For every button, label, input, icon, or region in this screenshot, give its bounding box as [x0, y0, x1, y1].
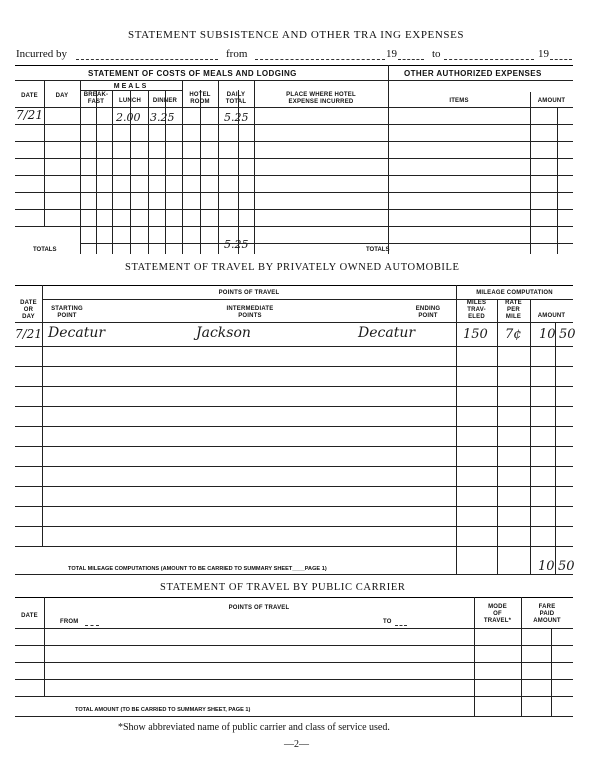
col-lunch: LUNCH — [119, 98, 141, 104]
from-year-label: 19 — [386, 48, 397, 60]
auto-mileage-computation: MILEAGE COMPUTATION — [476, 290, 553, 296]
col-meals: MEALS — [113, 83, 149, 90]
auto-total-cents[interactable]: 50 — [558, 559, 575, 574]
auto-section-title: STATEMENT OF TRAVEL BY PRIVATELY OWNED AUTOMOBILE — [125, 262, 460, 273]
col-day: DAY — [55, 93, 69, 99]
page-number: —2— — [284, 739, 309, 750]
col-daily-total: DAILY TOTAL — [225, 92, 247, 105]
incurred-by-line[interactable] — [76, 59, 218, 60]
from-label: from — [226, 48, 248, 60]
meals-entry-dinner[interactable]: 3.25 — [150, 111, 175, 124]
carrier-col-from: FROM — [60, 619, 79, 625]
to-year-label: 19 — [538, 48, 549, 60]
to-label: to — [432, 48, 441, 60]
auto-entry-rate[interactable]: 7¢ — [505, 327, 522, 342]
auto-points-of-travel: POINTS OF TRAVEL — [218, 290, 280, 296]
auto-col-intermediate: INTERMEDIATE POINTS — [226, 306, 274, 319]
incurred-by-label: Incurred by — [16, 48, 68, 60]
carrier-total-label: TOTAL AMOUNT (TO BE CARRIED TO SUMMARY SHEET, PAGE 1) — [75, 707, 251, 713]
col-breakfast: BREAK- FAST — [83, 92, 109, 105]
auto-col-rate: RATE PER MILE — [505, 300, 522, 320]
col-hotel-room: HOTEL ROOM — [189, 92, 211, 105]
auto-entry-date[interactable]: 7/21 — [15, 327, 42, 341]
auto-entry-ending[interactable]: Decatur — [358, 325, 416, 341]
meals-entry-lunch[interactable]: 2.00 — [116, 111, 141, 124]
from-date-line[interactable] — [255, 59, 385, 60]
col-place: PLACE WHERE HOTEL EXPENSE INCURRED — [286, 92, 356, 105]
meals-total-value[interactable]: 5.25 — [224, 238, 249, 251]
auto-entry-amount-cents[interactable]: 50 — [559, 327, 576, 342]
carrier-section-title: STATEMENT OF TRAVEL BY PUBLIC CARRIER — [160, 582, 406, 593]
auto-col-miles: MILES TRAV- ELED — [466, 300, 487, 320]
carrier-col-date: DATE — [21, 613, 38, 619]
from-year-line[interactable] — [398, 59, 424, 60]
auto-total-label: TOTAL MILEAGE COMPUTATIONS (AMOUNT TO BE CARRIED TO SUMMARY SHEET____PAGE 1) — [68, 566, 327, 572]
carrier-col-mode: MODE OF TRAVEL* — [483, 604, 512, 624]
col-amount: AMOUNT — [537, 98, 566, 104]
meals-totals-label: TOTALS — [33, 247, 57, 253]
auto-entry-starting[interactable]: Decatur — [48, 325, 106, 341]
auto-entry-miles[interactable]: 150 — [463, 327, 488, 342]
to-year-line[interactable] — [550, 59, 572, 60]
auto-total-dollars[interactable]: 10 — [538, 559, 555, 574]
to-date-line[interactable] — [444, 59, 534, 60]
col-items: ITEMS — [449, 98, 469, 104]
meals-entry-date[interactable]: 7/21 — [16, 108, 43, 122]
meals-section-title: STATEMENT OF COSTS OF MEALS AND LODGING — [88, 69, 297, 78]
auto-col-ending: ENDING POINT — [415, 306, 441, 319]
col-dinner: DINNER — [152, 98, 178, 104]
footnote: *Show abbreviated name of public carrier and class of service used. — [118, 722, 390, 733]
auto-col-starting: STARTING POINT — [51, 306, 83, 319]
auto-col-date: DATE OR DAY — [20, 300, 37, 320]
meals-entry-daily-total[interactable]: 5.25 — [224, 111, 249, 124]
auto-entry-amount-dollars[interactable]: 10 — [539, 327, 556, 342]
carrier-col-to: TO — [383, 619, 392, 625]
auto-col-amount: AMOUNT — [537, 313, 566, 319]
carrier-points-of-travel: POINTS OF TRAVEL — [228, 605, 290, 611]
other-totals-label: TOTALS — [366, 247, 390, 253]
col-date: DATE — [21, 93, 38, 99]
auto-entry-intermediate[interactable]: Jackson — [196, 325, 251, 341]
other-expenses-title: OTHER AUTHORIZED EXPENSES — [404, 69, 542, 78]
form-title: STATEMENT SUBSISTENCE AND OTHER TRA ING EXPENSES — [128, 29, 465, 41]
carrier-col-fare: FARE PAID AMOUNT — [533, 604, 561, 624]
